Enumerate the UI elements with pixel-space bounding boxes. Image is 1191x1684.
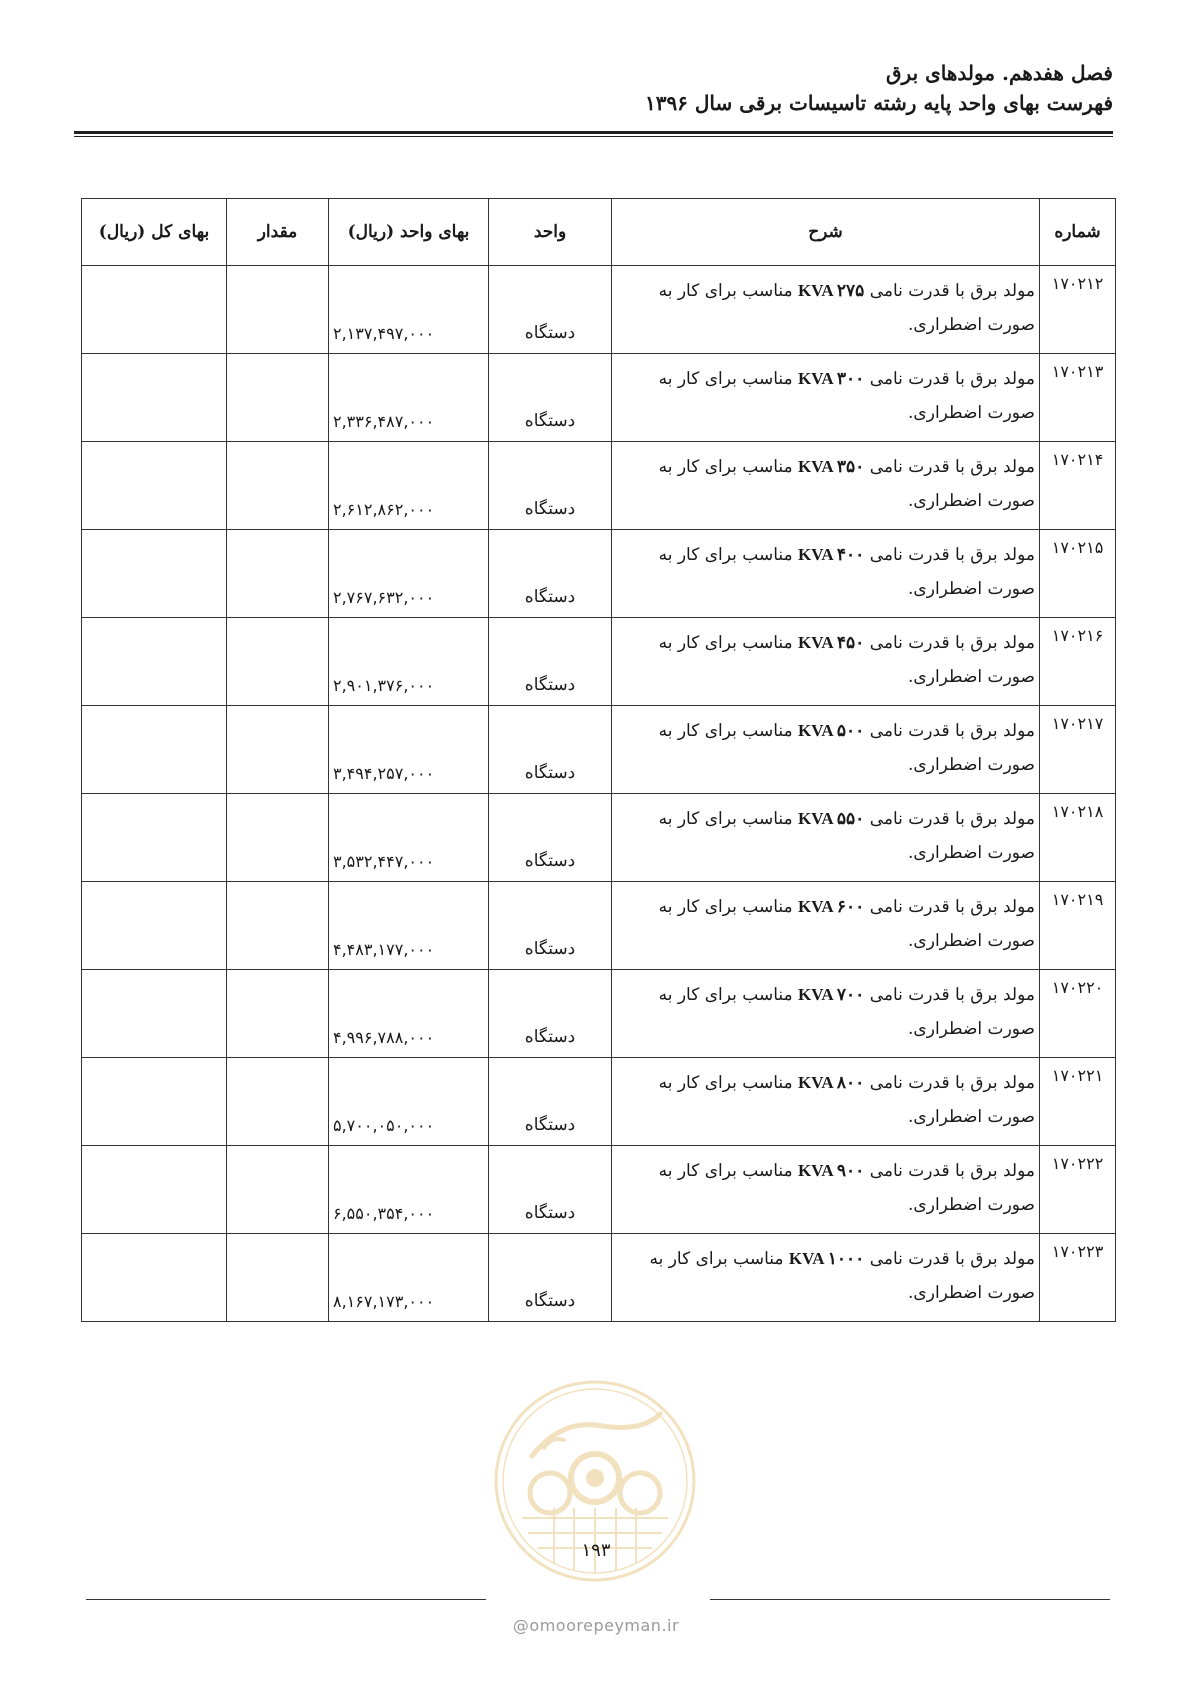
- rated-power: KVA ۱۰۰۰: [788, 1249, 865, 1268]
- item-unit: دستگاه: [489, 706, 612, 794]
- table-row: [82, 1146, 1116, 1234]
- rated-power: KVA ۴۰۰: [798, 545, 865, 564]
- description-suffix: مناسب برای کار به: [658, 897, 799, 917]
- item-code: ۱۷۰۲۱۳: [1040, 354, 1116, 442]
- item-quantity: [227, 1234, 329, 1322]
- item-quantity: [227, 354, 329, 442]
- item-quantity: [227, 882, 329, 970]
- description-suffix: مناسب برای کار به: [658, 633, 799, 653]
- rated-power: KVA ۴۵۰: [798, 633, 865, 652]
- table-body: [82, 266, 1116, 1322]
- table-row: [82, 1234, 1116, 1322]
- page-header: [73, 58, 1113, 118]
- description-line-2: صورت اضطراری.: [908, 1195, 1035, 1215]
- description-line-1: [618, 274, 1035, 308]
- rated-power: KVA ۷۰۰: [798, 985, 865, 1004]
- item-description: [612, 794, 1040, 882]
- header-rule-thin: [74, 136, 1113, 137]
- item-quantity: [227, 794, 329, 882]
- item-quantity: [227, 970, 329, 1058]
- item-quantity: [227, 1058, 329, 1146]
- description-line-1: [618, 1066, 1035, 1100]
- description-line-2: صورت اضطراری.: [908, 315, 1035, 335]
- rated-power: KVA ۳۵۰: [798, 457, 865, 476]
- item-code: ۱۷۰۲۱۶: [1040, 618, 1116, 706]
- description-line-2: صورت اضطراری.: [908, 579, 1035, 599]
- description-line-1: [618, 362, 1035, 396]
- item-unit-price: ۸,۱۶۷,۱۷۳,۰۰۰: [329, 1234, 489, 1322]
- table-row: [82, 266, 1116, 354]
- rated-power: KVA ۶۰۰: [798, 897, 865, 916]
- rated-power: KVA ۵۵۰: [798, 809, 865, 828]
- description-prefix: مولد برق با قدرت نامی: [864, 1161, 1035, 1181]
- item-total: [82, 618, 227, 706]
- table-row: [82, 354, 1116, 442]
- description-line-1: [618, 1154, 1035, 1188]
- footer-rule-left: [86, 1599, 486, 1600]
- item-quantity: [227, 618, 329, 706]
- item-quantity: [227, 442, 329, 530]
- description-line-1: [618, 1242, 1035, 1276]
- item-unit-price: ۲,۳۳۶,۴۸۷,۰۰۰: [329, 354, 489, 442]
- description-line-1: [618, 890, 1035, 924]
- column-header-unit-price: بهای واحد (ریال): [329, 199, 489, 266]
- item-description: [612, 618, 1040, 706]
- item-code: ۱۷۰۲۱۸: [1040, 794, 1116, 882]
- item-code: ۱۷۰۲۲۲: [1040, 1146, 1116, 1234]
- description-line-2: صورت اضطراری.: [908, 491, 1035, 511]
- item-description: [612, 354, 1040, 442]
- item-code: ۱۷۰۲۱۴: [1040, 442, 1116, 530]
- item-description: [612, 882, 1040, 970]
- item-quantity: [227, 530, 329, 618]
- item-unit: دستگاه: [489, 794, 612, 882]
- description-line-2: صورت اضطراری.: [908, 843, 1035, 863]
- item-unit: دستگاه: [489, 1058, 612, 1146]
- item-code: ۱۷۰۲۲۰: [1040, 970, 1116, 1058]
- item-unit-price: ۳,۴۹۴,۲۵۷,۰۰۰: [329, 706, 489, 794]
- description-prefix: مولد برق با قدرت نامی: [864, 633, 1035, 653]
- column-header-unit: واحد: [489, 199, 612, 266]
- item-unit-price: ۲,۱۳۷,۴۹۷,۰۰۰: [329, 266, 489, 354]
- rated-power: KVA ۹۰۰: [798, 1161, 865, 1180]
- item-description: [612, 970, 1040, 1058]
- item-unit: دستگاه: [489, 354, 612, 442]
- page-number: ۱۹۳: [581, 1540, 611, 1561]
- description-line-2: صورت اضطراری.: [908, 1019, 1035, 1039]
- item-unit: دستگاه: [489, 266, 612, 354]
- item-code: ۱۷۰۲۱۵: [1040, 530, 1116, 618]
- item-description: [612, 1234, 1040, 1322]
- item-quantity: [227, 706, 329, 794]
- price-list-table: [81, 198, 1116, 1322]
- rated-power: KVA ۵۰۰: [798, 721, 865, 740]
- description-suffix: مناسب برای کار به: [658, 809, 799, 829]
- description-suffix: مناسب برای کار به: [658, 457, 799, 477]
- column-header-code: شماره: [1040, 199, 1116, 266]
- item-description: [612, 266, 1040, 354]
- document-title: فهرست بهای واحد پایه رشته تاسیسات برقی سال ۱۳۹۶: [644, 91, 1113, 115]
- item-total: [82, 530, 227, 618]
- column-header-quantity: مقدار: [227, 199, 329, 266]
- item-quantity: [227, 1146, 329, 1234]
- rated-power: KVA ۲۷۵: [798, 281, 865, 300]
- item-unit-price: ۴,۹۹۶,۷۸۸,۰۰۰: [329, 970, 489, 1058]
- item-total: [82, 706, 227, 794]
- description-suffix: مناسب برای کار به: [658, 1161, 799, 1181]
- description-line-1: [618, 802, 1035, 836]
- item-code: ۱۷۰۲۲۱: [1040, 1058, 1116, 1146]
- description-line-1: [618, 538, 1035, 572]
- item-total: [82, 882, 227, 970]
- item-unit: دستگاه: [489, 618, 612, 706]
- item-unit: دستگاه: [489, 530, 612, 618]
- item-total: [82, 794, 227, 882]
- description-suffix: مناسب برای کار به: [658, 1073, 799, 1093]
- item-total: [82, 266, 227, 354]
- description-suffix: مناسب برای کار به: [658, 545, 799, 565]
- table-row: [82, 970, 1116, 1058]
- item-unit: دستگاه: [489, 882, 612, 970]
- table-row: [82, 882, 1116, 970]
- item-description: [612, 442, 1040, 530]
- header-rule-thick: [74, 131, 1113, 134]
- table-row: [82, 442, 1116, 530]
- item-total: [82, 354, 227, 442]
- rated-power: KVA ۳۰۰: [798, 369, 865, 388]
- description-prefix: مولد برق با قدرت نامی: [864, 721, 1035, 741]
- table-header-row: [82, 199, 1116, 266]
- description-prefix: مولد برق با قدرت نامی: [864, 545, 1035, 565]
- item-code: ۱۷۰۲۲۳: [1040, 1234, 1116, 1322]
- description-line-1: [618, 978, 1035, 1012]
- description-line-1: [618, 450, 1035, 484]
- table-row: [82, 530, 1116, 618]
- item-total: [82, 442, 227, 530]
- description-prefix: مولد برق با قدرت نامی: [864, 1073, 1035, 1093]
- description-line-2: صورت اضطراری.: [908, 755, 1035, 775]
- item-unit-price: ۴,۴۸۳,۱۷۷,۰۰۰: [329, 882, 489, 970]
- description-prefix: مولد برق با قدرت نامی: [864, 897, 1035, 917]
- table-row: [82, 794, 1116, 882]
- item-code: ۱۷۰۲۱۲: [1040, 266, 1116, 354]
- table-row: [82, 706, 1116, 794]
- description-line-2: صورت اضطراری.: [908, 403, 1035, 423]
- description-prefix: مولد برق با قدرت نامی: [864, 369, 1035, 389]
- description-suffix: مناسب برای کار به: [658, 281, 799, 301]
- item-code: ۱۷۰۲۱۷: [1040, 706, 1116, 794]
- item-total: [82, 1146, 227, 1234]
- item-description: [612, 1058, 1040, 1146]
- table-row: [82, 618, 1116, 706]
- description-suffix: مناسب برای کار به: [658, 985, 799, 1005]
- item-quantity: [227, 266, 329, 354]
- website-watermark: @omoorepeyman.ir: [512, 1616, 680, 1635]
- item-description: [612, 530, 1040, 618]
- item-unit-price: ۲,۹۰۱,۳۷۶,۰۰۰: [329, 618, 489, 706]
- item-unit-price: ۲,۷۶۷,۶۳۲,۰۰۰: [329, 530, 489, 618]
- item-unit-price: ۶,۵۵۰,۳۵۴,۰۰۰: [329, 1146, 489, 1234]
- item-unit: دستگاه: [489, 1146, 612, 1234]
- item-total: [82, 1234, 227, 1322]
- description-prefix: مولد برق با قدرت نامی: [864, 457, 1035, 477]
- rated-power: KVA ۸۰۰: [798, 1073, 865, 1092]
- item-unit: دستگاه: [489, 970, 612, 1058]
- description-suffix: مناسب برای کار به: [658, 721, 799, 741]
- description-line-1: [618, 626, 1035, 660]
- item-unit-price: ۳,۵۳۲,۴۴۷,۰۰۰: [329, 794, 489, 882]
- item-description: [612, 1146, 1040, 1234]
- chapter-title: فصل هفدهم. مولدهای برق: [886, 61, 1113, 85]
- item-code: ۱۷۰۲۱۹: [1040, 882, 1116, 970]
- description-prefix: مولد برق با قدرت نامی: [864, 809, 1035, 829]
- item-description: [612, 706, 1040, 794]
- description-prefix: مولد برق با قدرت نامی: [864, 1249, 1035, 1269]
- column-header-description: شرح: [612, 199, 1040, 266]
- column-header-total: بهای کل (ریال): [82, 199, 227, 266]
- description-line-2: صورت اضطراری.: [908, 1107, 1035, 1127]
- description-prefix: مولد برق با قدرت نامی: [864, 281, 1035, 301]
- description-prefix: مولد برق با قدرت نامی: [864, 985, 1035, 1005]
- table-row: [82, 1058, 1116, 1146]
- item-total: [82, 970, 227, 1058]
- description-line-2: صورت اضطراری.: [908, 1283, 1035, 1303]
- description-line-1: [618, 714, 1035, 748]
- item-total: [82, 1058, 227, 1146]
- description-suffix: مناسب برای کار به: [658, 369, 799, 389]
- item-unit-price: ۲,۶۱۲,۸۶۲,۰۰۰: [329, 442, 489, 530]
- footer-rule-right: [710, 1599, 1110, 1600]
- item-unit: دستگاه: [489, 442, 612, 530]
- description-line-2: صورت اضطراری.: [908, 667, 1035, 687]
- description-line-2: صورت اضطراری.: [908, 931, 1035, 951]
- description-suffix: مناسب برای کار به: [649, 1249, 789, 1269]
- item-unit-price: ۵,۷۰۰,۰۵۰,۰۰۰: [329, 1058, 489, 1146]
- item-unit: دستگاه: [489, 1234, 612, 1322]
